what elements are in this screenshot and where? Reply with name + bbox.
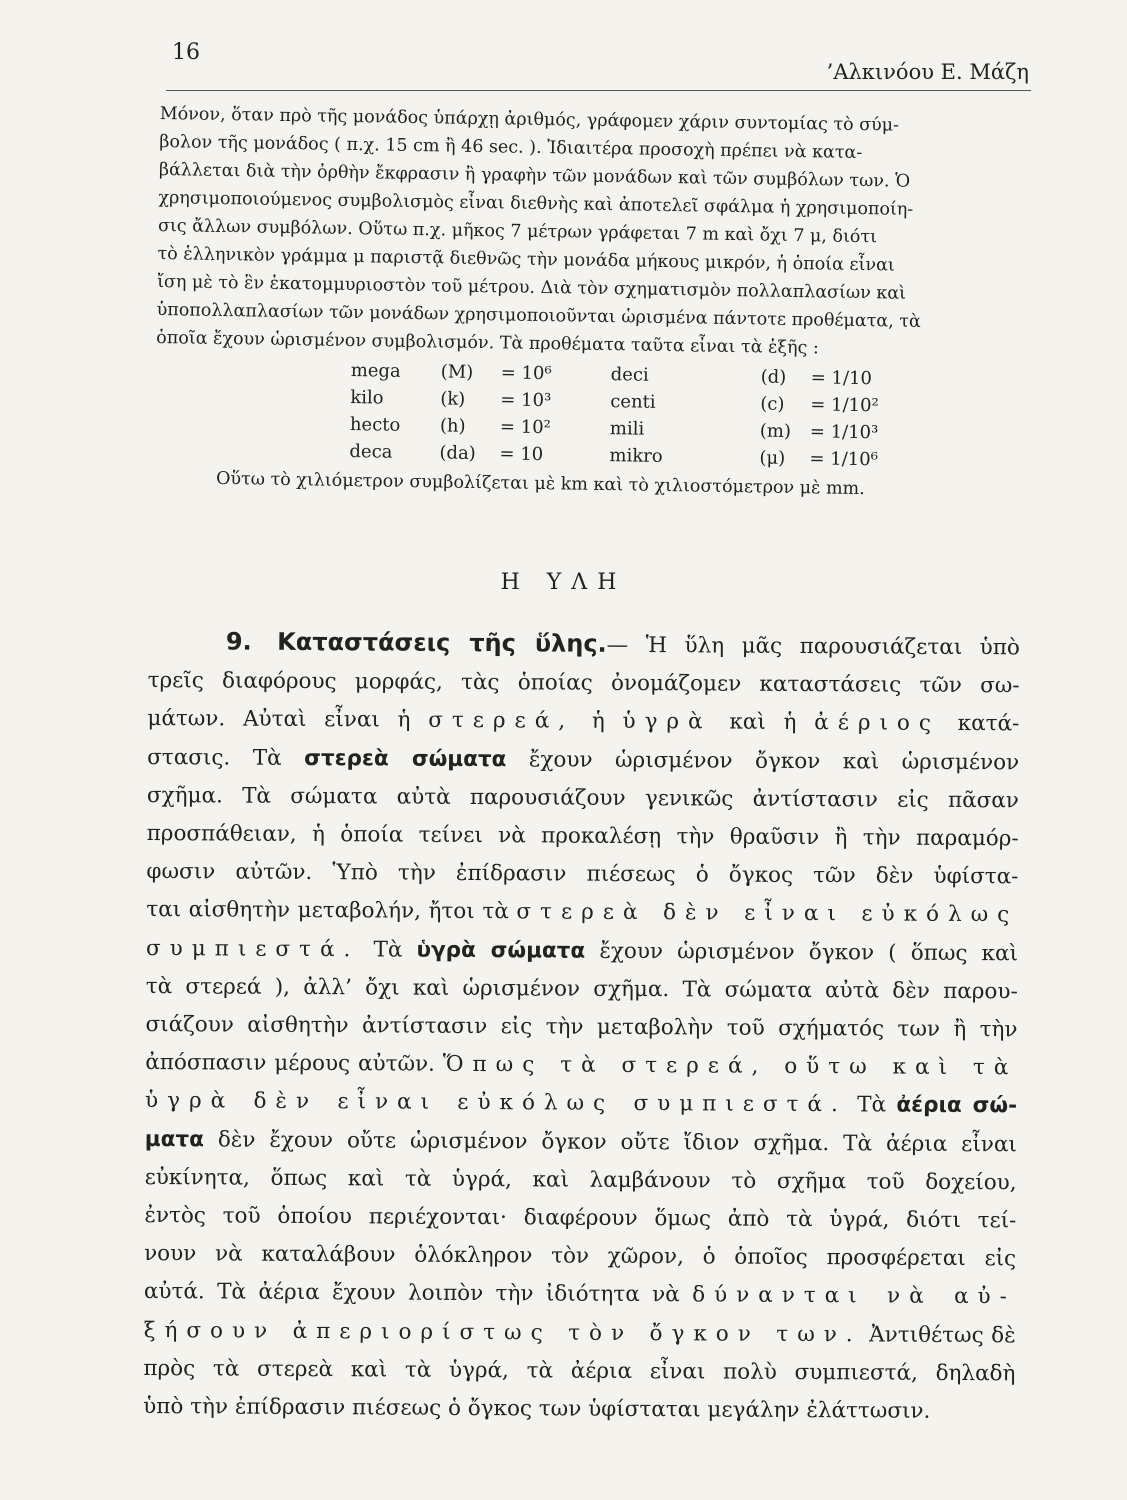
prefix-name: deca <box>349 441 393 463</box>
text-line <box>148 622 1020 668</box>
text-segment: ἡ <box>591 709 605 735</box>
text-line <box>145 1121 1017 1165</box>
prefix-name: hecto <box>349 414 401 436</box>
spaced-term: ὑγρὰ δὲν εἶναι εὐκόλως συμπιεστά. <box>144 1088 847 1118</box>
section-number: 9. <box>225 627 252 656</box>
spaced-term: δύνανται νὰ αὐ- <box>692 1282 1016 1310</box>
text-line: ἴση μὲ τὸ ἓν ἑκατομμυριοστὸν τοῦ μέτρου. Διὰ τὸν σχηματισμὸν πολλαπλασίων καὶ <box>156 271 907 304</box>
text-segment: ἔχουν ὡρισμένον ὄγκον καὶ ὡρισμένον <box>528 746 1020 775</box>
spaced-term: συμπιεστά. <box>145 935 360 962</box>
text-line <box>147 700 1019 744</box>
text-line: ὁποῖα ἔχουν ὡρισμένον συμβολισμόν. Τὰ προθέματα ταῦτα εἶναι τὰ ἑξῆς : <box>156 327 819 359</box>
text-line: σχῆμα. Τὰ σώματα αὐτὰ παρουσιάζουν γενικῶς ἀντίστασιν εἰς πᾶσαν <box>146 782 1020 814</box>
text-line <box>146 891 1018 935</box>
prefix-value: = 1/10⁶ <box>809 448 879 471</box>
prefix-name: mikro <box>609 445 663 467</box>
text-segment: στασις. Τὰ <box>147 744 282 771</box>
text-segment: μάτων. Αὐταὶ εἶναι ἡ <box>147 706 411 734</box>
prefix-symbol: (m) <box>759 420 792 442</box>
prefix-value: = 10 <box>499 443 544 466</box>
text-segment: δὲν ἔχουν οὔτε ὡρισμένον ὄγκον οὔτε ἴδιον σχῆμα. Τὰ ἀέρια εἶναι <box>217 1127 1017 1157</box>
prefix-value: = 10³ <box>500 389 552 412</box>
text-line: πρὸς τὰ στερεὰ καὶ τὰ ὑγρά, τὰ ἀέρια εἶναι πολὺ συμπιεστά, δηλαδὴ <box>143 1355 1016 1387</box>
text-segment: ται αἰσθητὴν μεταβολήν, ἤτοι τὰ <box>146 897 509 925</box>
text-segment: Τὰ <box>373 937 403 963</box>
text-segment: ἔχουν ὡρισμένον ὄγκον ( ὅπως καὶ <box>599 938 1019 966</box>
spaced-term: ξήσουν ἀπεριορίστως τὸν ὄγκον των. <box>143 1317 862 1348</box>
prefix-value: = 10² <box>499 416 552 439</box>
prefix-name: mega <box>350 360 401 382</box>
section-heading: Η ΥΛΗ <box>500 570 627 595</box>
text-line: προσπάθειαν, ἡ ὁποία τείνει νὰ προκαλέσῃ τὴν θραῦσιν ἢ τὴν παραμόρ- <box>146 821 1019 852</box>
text-line: τρεῖς διαφόρους μορφάς, τὰς ὁποίας ὀνομάζομεν καταστάσεις τῶν σω- <box>147 668 1020 699</box>
spaced-term: ἀέριος <box>814 710 941 737</box>
text-line: ὑποπολλαπλασίων τῶν μονάδων χρησιμοποιοῦνται ὡρισμένα πάντοτε προθέματα, τὰ <box>156 299 921 332</box>
text-line: νουν νὰ καταλάβουν ὁλόκληρον τὸν χῶρον, ὁ ὁποῖος προσφέρεται εἰς <box>144 1241 1017 1272</box>
text-line: Μόνον, ὅταν πρὸ τῆς μονάδος ὑπάρχῃ ἀριθμός, γράφομεν χάριν συντομίας τὸ σύμ- <box>159 103 900 136</box>
text-line: τὸ ἑλληνικὸν γράμμα μ παριστᾷ διεθνῶς τὴν μονάδα μήκους μικρόν, ἡ ὁποία εἶναι <box>157 243 895 276</box>
text-line: ἐντὸς τοῦ ὁποίου περιέχονται· διαφέρουν ὅμως ἀπὸ τὰ ὑγρά, διότι τεί- <box>144 1203 1017 1234</box>
bold-term: στερεὰ σώματα <box>304 745 507 772</box>
prefix-name: deci <box>610 364 649 386</box>
text-segment: καὶ ἡ <box>729 709 797 736</box>
spaced-term: στερεὰ δὲν εἶναι εὐκόλως <box>516 899 1019 928</box>
text-line: χρησιμοποιούμενος συμβολισμὸς εἶναι διεθνὴς καὶ ἀποτελεῖ σφάλμα ἡ χρησιμοποίη- <box>158 187 914 220</box>
prefix-name: centi <box>610 391 656 413</box>
closing-line: Οὕτω τὸ χιλιόμετρον συμβολίζεται μὲ km καὶ τὸ χιλιοστόμετρον μὲ mm. <box>215 468 865 500</box>
prefix-name: kilo <box>350 387 384 409</box>
prefix-symbol: (M) <box>440 361 474 383</box>
text-line: φωσιν αὐτῶν. Ὑπὸ τὴν ἐπίδρασιν πιέσεως ὁ ὄγκος τῶν δὲν ὑφίστα- <box>146 859 1019 890</box>
bold-term: ματα <box>144 1126 205 1152</box>
text-segment: ἀπόσπασιν μέρους αὐτῶν. <box>145 1050 436 1077</box>
text-line: βάλλεται διὰ τὴν ὀρθὴν ἔκφρασιν ἢ γραφὴν τῶν μονάδων καὶ τῶν συμβόλων των. Ὁ <box>158 159 911 192</box>
text-line: σις ἄλλων συμβόλων. Οὕτω π.χ. μῆκος 7 μέτρων γράφεται 7 m καὶ ὄχι 7 μ, διότι <box>157 215 878 248</box>
running-head: ’Αλκινόου Ε. Μάζη <box>826 60 1029 84</box>
bold-term: ἀέρια σώ- <box>896 1093 1018 1119</box>
text-line <box>144 1312 1016 1356</box>
text-line: βολον τῆς μονάδος ( π.χ. 15 cm ἢ 46 sec. ). Ἰδιαιτέρα προσοχὴ πρέπει νὰ κατα- <box>159 131 863 164</box>
prefix-name: mili <box>609 418 645 440</box>
prefix-symbol: (h) <box>439 415 466 437</box>
text-line: εὐκίνητα, ὅπως καὶ τὰ ὑγρά, καὶ λαμβάνουν τὸ σχῆμα τοῦ δοχείου, <box>144 1164 1017 1196</box>
text-segment: κατά- <box>957 711 1020 737</box>
prefix-symbol: (μ) <box>759 447 786 469</box>
main-section <box>143 622 1020 1432</box>
text-segment: Ἡ ὕλη μᾶς παρουσιάζεται ὑπὸ <box>645 633 1020 661</box>
prefix-value: = 10⁶ <box>500 362 552 385</box>
prefix-symbol: (k) <box>440 388 466 410</box>
text-segment: αὐτά. Τὰ ἀέρια ἔχουν λοιπὸν τὴν ἰδιότητα νὰ <box>143 1279 680 1308</box>
top-paragraph <box>154 100 1000 505</box>
spaced-term: Ὅπως τὰ στερεά, οὕτω καὶ τὰ <box>442 1052 1018 1081</box>
prefix-symbol: (da) <box>439 442 476 465</box>
spaced-term: ὑγρὰ <box>622 709 712 735</box>
text-line <box>146 930 1018 974</box>
prefix-table <box>349 357 996 475</box>
text-line <box>145 1082 1017 1126</box>
text-segment: Τὰ <box>857 1092 887 1118</box>
header-rule <box>166 90 1031 91</box>
title-dash: — <box>606 632 629 658</box>
prefix-value: = 1/10 <box>810 367 873 390</box>
text-line <box>147 739 1019 783</box>
spaced-term: στερεά, <box>428 708 575 735</box>
prefix-symbol: (c) <box>760 393 785 415</box>
text-line: τὰ στερεά ), ἀλλ’ ὄχι καὶ ὡρισμένον σχῆμα. Τὰ σώματα αὐτὰ δὲν παρου- <box>145 973 1018 1005</box>
text-line <box>144 1273 1016 1317</box>
text-line: σιάζουν αἰσθητὴν ἀντίστασιν εἰς τὴν μεταβολὴν τοῦ σχήματός των ἢ τὴν <box>145 1012 1018 1043</box>
section-title: Καταστάσεις τῆς ὕλης. <box>277 627 607 658</box>
bold-term: ὑγρὰ σώματα <box>416 937 586 964</box>
page-number: 16 <box>172 40 200 65</box>
prefix-symbol: (d) <box>760 366 787 388</box>
prefix-value: = 1/10² <box>810 394 879 417</box>
text-line <box>145 1044 1017 1088</box>
prefix-value: = 1/10³ <box>809 421 879 444</box>
text-segment: Ἀντιθέτως δὲ <box>869 1322 1016 1348</box>
text-line: ὑπὸ τὴν ἐπίδρασιν πιέσεως ὁ ὄγκος των ὑφίσταται μεγάλην ἐλάττωσιν. <box>143 1394 931 1424</box>
